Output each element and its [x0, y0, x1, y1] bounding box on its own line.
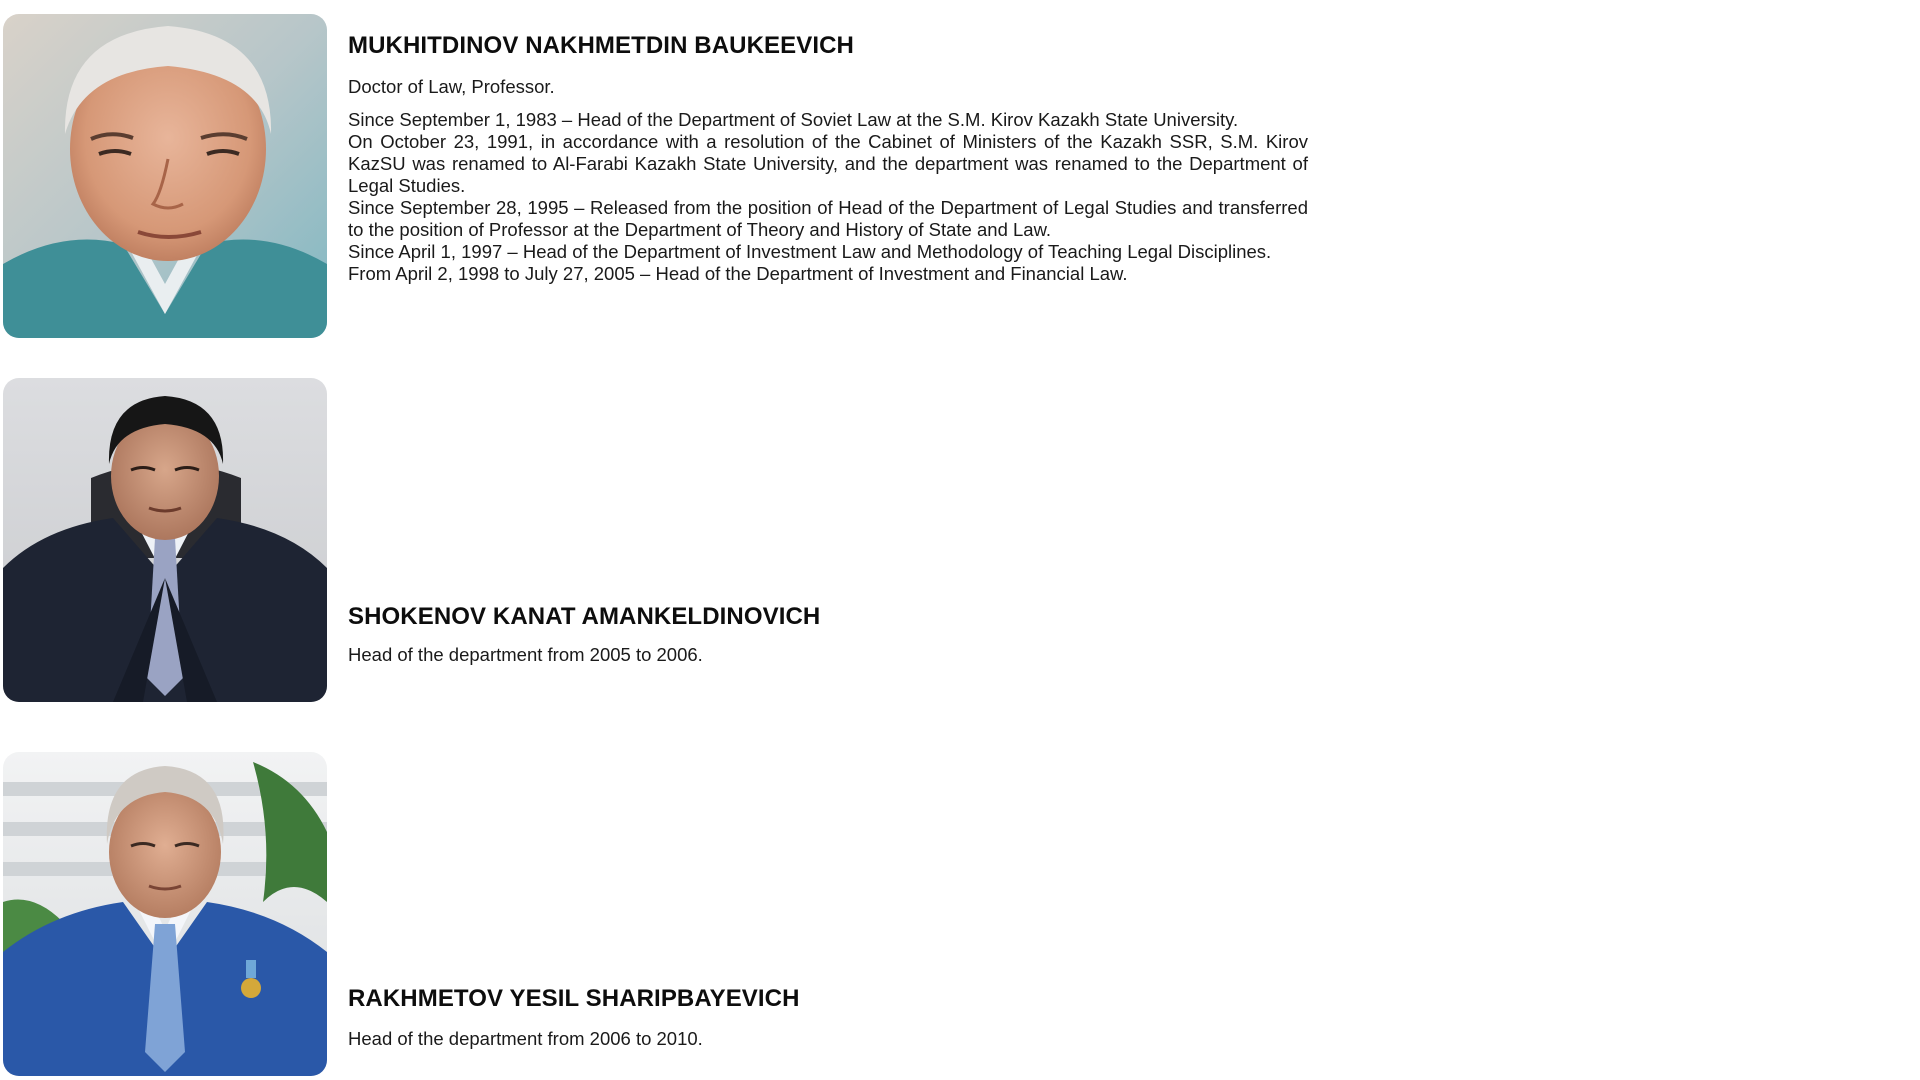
portrait-photo	[3, 378, 327, 702]
career-entry: Since September 1, 1983 – Head of the Department of Soviet Law at the S.M. Kirov Kazakh State University.	[348, 109, 1239, 130]
person-info	[348, 603, 1308, 666]
tenure-text: Head of the department from 2006 to 2010.	[348, 1028, 703, 1049]
person-name: SHOKENOV KANAT AMANKELDINOVICH	[348, 603, 821, 630]
portrait-photo	[3, 752, 327, 1076]
person-info	[348, 985, 1308, 1050]
portrait-photo	[3, 14, 327, 338]
person-info	[348, 32, 1308, 285]
career-history	[348, 109, 1308, 285]
career-entry: On October 23, 1991, in accordance with a resolution of the Cabinet of Ministers of the Kazakh SSR, S.M. Kirov KazSU was renamed to Al-Farabi Kazakh State University, and the department was renamed to the Department of Legal Studies.	[348, 131, 1308, 196]
person-name: MUKHITDINOV NAKHMETDIN BAUKEEVICH	[348, 32, 854, 59]
career-entry: Since September 28, 1995 – Released from the position of Head of the Department of Legal Studies and transferred to the position of Professor at the Department of Theory and History of State and Law.	[348, 197, 1308, 240]
career-entry: Since April 1, 1997 – Head of the Department of Investment Law and Methodology of Teaching Legal Disciplines.	[348, 241, 1272, 262]
tenure-text: Head of the department from 2005 to 2006.	[348, 644, 703, 665]
career-entry: From April 2, 1998 to July 27, 2005 – Head of the Department of Investment and Financial Law.	[348, 263, 1128, 284]
person-name: RAKHMETOV YESIL SHARIPBAYEVICH	[348, 985, 800, 1012]
academic-degree: Doctor of Law, Professor.	[348, 76, 555, 97]
